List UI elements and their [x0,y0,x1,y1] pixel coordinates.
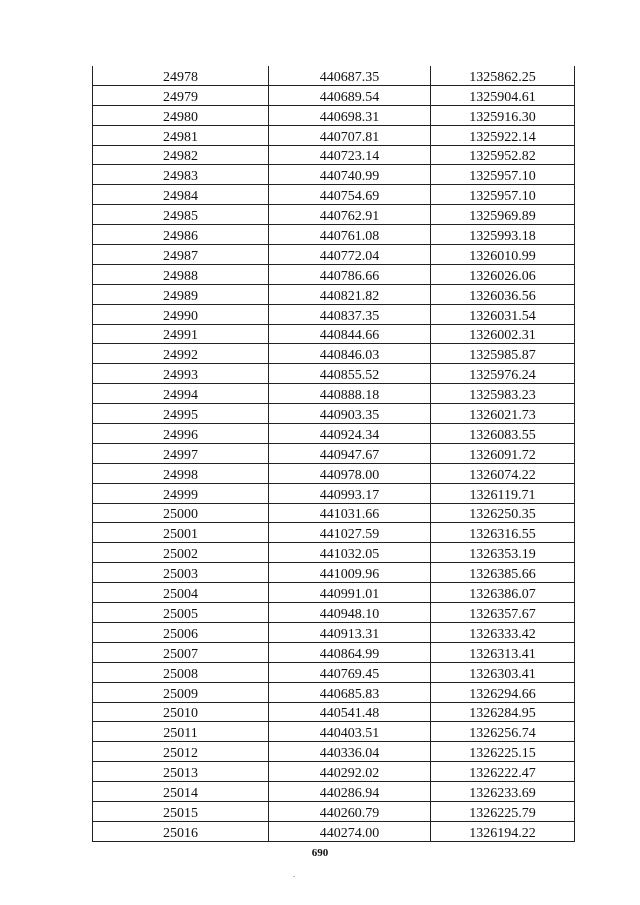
x-coordinate-cell: 440762.91 [269,205,431,225]
page-number: 690 [311,847,329,859]
point-number-cell: 25003 [93,563,269,583]
y-coordinate-cell: 1326119.71 [431,483,575,503]
x-coordinate-cell: 440685.83 [269,682,431,702]
y-coordinate-cell: 1326031.54 [431,304,575,324]
point-number-cell: 25014 [93,782,269,802]
table-row [93,563,575,583]
y-coordinate-cell: 1326233.69 [431,782,575,802]
x-coordinate-cell: 440292.02 [269,762,431,782]
y-coordinate-cell: 1325985.87 [431,344,575,364]
point-number-cell: 25005 [93,603,269,623]
x-coordinate-cell: 440888.18 [269,384,431,404]
x-coordinate-cell: 440978.00 [269,463,431,483]
point-number-cell: 24994 [93,384,269,404]
x-coordinate-cell: 440855.52 [269,364,431,384]
x-coordinate-cell: 440821.82 [269,284,431,304]
table-row [93,145,575,165]
y-coordinate-cell: 1326316.55 [431,523,575,543]
point-number-cell: 24992 [93,344,269,364]
x-coordinate-cell: 441027.59 [269,523,431,543]
point-number-cell: 25001 [93,523,269,543]
table-row [93,682,575,702]
y-coordinate-cell: 1326036.56 [431,284,575,304]
table-row [93,284,575,304]
table-row [93,782,575,802]
table-row [93,324,575,344]
y-coordinate-cell: 1326010.99 [431,245,575,265]
y-coordinate-cell: 1325957.10 [431,185,575,205]
x-coordinate-cell: 440689.54 [269,85,431,105]
table-row [93,702,575,722]
x-coordinate-cell: 440336.04 [269,742,431,762]
table-row [93,205,575,225]
table-row [93,463,575,483]
table-row [93,821,575,841]
point-number-cell: 25012 [93,742,269,762]
y-coordinate-cell: 1326386.07 [431,583,575,603]
point-number-cell: 24996 [93,424,269,444]
y-coordinate-cell: 1325862.25 [431,66,575,85]
x-coordinate-cell: 440403.51 [269,722,431,742]
x-coordinate-cell: 440837.35 [269,304,431,324]
table-row [93,583,575,603]
point-number-cell: 25004 [93,583,269,603]
point-number-cell: 25008 [93,662,269,682]
table-row [93,424,575,444]
x-coordinate-cell: 440769.45 [269,662,431,682]
table-row [93,603,575,623]
point-number-cell: 24985 [93,205,269,225]
y-coordinate-cell: 1326256.74 [431,722,575,742]
table-row [93,384,575,404]
point-number-cell: 24997 [93,443,269,463]
table-row [93,622,575,642]
table-row [93,66,575,85]
y-coordinate-cell: 1326303.41 [431,662,575,682]
point-number-cell: 24984 [93,185,269,205]
y-coordinate-cell: 1326294.66 [431,682,575,702]
point-number-cell: 24990 [93,304,269,324]
x-coordinate-cell: 440947.67 [269,443,431,463]
point-number-cell: 24986 [93,225,269,245]
point-number-cell: 24991 [93,324,269,344]
y-coordinate-cell: 1325993.18 [431,225,575,245]
x-coordinate-cell: 440761.08 [269,225,431,245]
table-row [93,125,575,145]
point-number-cell: 24988 [93,264,269,284]
y-coordinate-cell: 1326225.15 [431,742,575,762]
table-row [93,245,575,265]
point-number-cell: 25010 [93,702,269,722]
x-coordinate-cell: 440260.79 [269,801,431,821]
table-row [93,165,575,185]
x-coordinate-cell: 440772.04 [269,245,431,265]
y-coordinate-cell: 1326021.73 [431,404,575,424]
point-number-cell: 24987 [93,245,269,265]
table-row [93,105,575,125]
table-row [93,344,575,364]
x-coordinate-cell: 440844.66 [269,324,431,344]
y-coordinate-cell: 1326002.31 [431,324,575,344]
point-number-cell: 24981 [93,125,269,145]
point-number-cell: 25013 [93,762,269,782]
point-number-cell: 25016 [93,821,269,841]
y-coordinate-cell: 1325969.89 [431,205,575,225]
table-row [93,264,575,284]
x-coordinate-cell: 440687.35 [269,66,431,85]
x-coordinate-cell: 441031.66 [269,503,431,523]
y-coordinate-cell: 1326284.95 [431,702,575,722]
x-coordinate-cell: 440754.69 [269,185,431,205]
x-coordinate-cell: 440913.31 [269,622,431,642]
table-row [93,364,575,384]
point-number-cell: 25000 [93,503,269,523]
y-coordinate-cell: 1326194.22 [431,821,575,841]
y-coordinate-cell: 1325957.10 [431,165,575,185]
x-coordinate-cell: 440786.66 [269,264,431,284]
point-number-cell: 25011 [93,722,269,742]
y-coordinate-cell: 1326091.72 [431,443,575,463]
y-coordinate-cell: 1326357.67 [431,603,575,623]
point-number-cell: 25002 [93,543,269,563]
table-row [93,304,575,324]
x-coordinate-cell: 441032.05 [269,543,431,563]
point-number-cell: 24995 [93,404,269,424]
point-number-cell: 24978 [93,66,269,85]
y-coordinate-cell: 1326385.66 [431,563,575,583]
x-coordinate-cell: 440286.94 [269,782,431,802]
point-number-cell: 24983 [93,165,269,185]
x-coordinate-cell: 440864.99 [269,642,431,662]
point-number-cell: 24998 [93,463,269,483]
y-coordinate-cell: 1326074.22 [431,463,575,483]
point-number-cell: 24980 [93,105,269,125]
table-row [93,443,575,463]
table-row [93,523,575,543]
table-row [93,642,575,662]
table-row [93,404,575,424]
point-number-cell: 24982 [93,145,269,165]
y-coordinate-cell: 1326083.55 [431,424,575,444]
table-row [93,801,575,821]
y-coordinate-cell: 1325952.82 [431,145,575,165]
table-row [93,762,575,782]
table-row [93,662,575,682]
x-coordinate-cell: 440541.48 [269,702,431,722]
y-coordinate-cell: 1326250.35 [431,503,575,523]
table-row [93,722,575,742]
table-row [93,483,575,503]
x-coordinate-cell: 440924.34 [269,424,431,444]
y-coordinate-cell: 1326353.19 [431,543,575,563]
table-row [93,543,575,563]
point-number-cell: 24999 [93,483,269,503]
x-coordinate-cell: 440846.03 [269,344,431,364]
point-number-cell: 25015 [93,801,269,821]
table-row [93,742,575,762]
coordinates-table [92,66,575,842]
x-coordinate-cell: 440740.99 [269,165,431,185]
y-coordinate-cell: 1325976.24 [431,364,575,384]
y-coordinate-cell: 1326225.79 [431,801,575,821]
point-number-cell: 25009 [93,682,269,702]
point-number-cell: 24993 [93,364,269,384]
x-coordinate-cell: 441009.96 [269,563,431,583]
x-coordinate-cell: 440948.10 [269,603,431,623]
point-number-cell: 25006 [93,622,269,642]
point-number-cell: 24979 [93,85,269,105]
table-row [93,85,575,105]
x-coordinate-cell: 440903.35 [269,404,431,424]
x-coordinate-cell: 440991.01 [269,583,431,603]
table-row [93,185,575,205]
y-coordinate-cell: 1326026.06 [431,264,575,284]
x-coordinate-cell: 440707.81 [269,125,431,145]
y-coordinate-cell: 1326333.42 [431,622,575,642]
y-coordinate-cell: 1325904.61 [431,85,575,105]
y-coordinate-cell: 1326313.41 [431,642,575,662]
y-coordinate-cell: 1326222.47 [431,762,575,782]
point-number-cell: 25007 [93,642,269,662]
x-coordinate-cell: 440993.17 [269,483,431,503]
scan-speck [293,876,295,877]
x-coordinate-cell: 440274.00 [269,821,431,841]
table-row [93,503,575,523]
x-coordinate-cell: 440723.14 [269,145,431,165]
table-row [93,225,575,245]
y-coordinate-cell: 1325922.14 [431,125,575,145]
point-number-cell: 24989 [93,284,269,304]
y-coordinate-cell: 1325983.23 [431,384,575,404]
x-coordinate-cell: 440698.31 [269,105,431,125]
coordinates-table-body [93,66,575,841]
y-coordinate-cell: 1325916.30 [431,105,575,125]
